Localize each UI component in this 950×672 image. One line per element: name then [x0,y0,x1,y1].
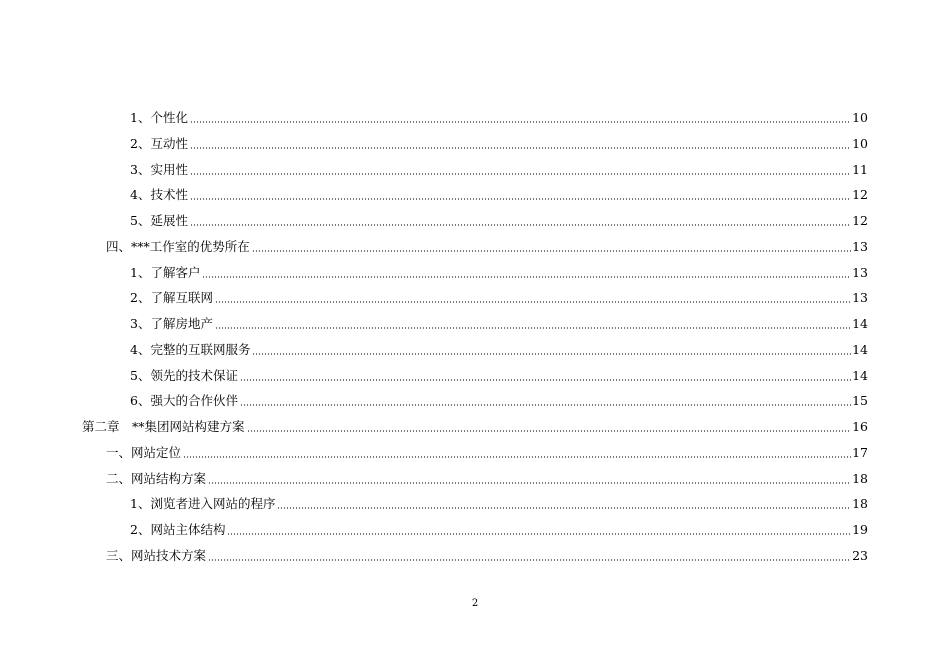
toc-entry[interactable] [130,515,868,537]
toc-entry-title: 1、了解客户 [130,265,201,280]
toc-entry-page: 19 [852,522,868,537]
toc-entry-title: 4、技术性 [130,187,188,202]
toc-entry[interactable] [130,283,868,305]
toc-entry-title: 3、了解房地产 [130,316,213,331]
toc-entry-page: 13 [852,290,868,305]
toc-dot-leader [215,327,851,329]
toc-entry-page: 23 [852,548,868,563]
toc-dot-leader [190,147,851,149]
toc-dot-leader [252,353,851,355]
toc-entry-title: 2、了解互联网 [130,290,213,305]
toc-dot-leader [190,121,851,123]
toc-entry-title: 5、领先的技术保证 [130,368,238,383]
toc-entry[interactable] [82,412,868,434]
toc-entry-title: 2、网站主体结构 [130,522,226,537]
toc-dot-leader [190,224,851,226]
toc-entry[interactable] [130,361,868,383]
toc-entry-page: 18 [852,471,868,486]
toc-entry-page: 18 [852,496,868,511]
toc-dot-leader [247,430,852,432]
toc-entry[interactable] [130,129,868,151]
toc-entry-title: 1、浏览者进入网站的程序 [130,496,276,511]
toc-dot-leader [277,507,851,509]
toc-entry-title: 1、个性化 [130,110,188,125]
toc-entry[interactable] [130,489,868,511]
toc-entry[interactable] [130,258,868,280]
toc-entry[interactable] [106,232,868,254]
toc-entry-page: 10 [852,110,868,125]
toc-entry[interactable] [130,386,868,408]
toc-dot-leader [208,559,851,561]
toc-entry[interactable] [106,438,868,460]
toc-entry-page: 11 [852,162,868,177]
toc-entry[interactable] [106,464,868,486]
toc-dot-leader [190,173,851,175]
toc-entry[interactable] [130,206,868,228]
toc-entry-title: 2、互动性 [130,136,188,151]
toc-entry-page: 17 [852,445,868,460]
toc-dot-leader [252,250,851,252]
toc-entry-page: 12 [852,213,868,228]
toc-entry-page: 16 [852,419,868,434]
toc-entry[interactable] [130,103,868,125]
toc-entry-page: 15 [852,393,868,408]
toc-entry-title: 5、延展性 [130,213,188,228]
toc-dot-leader [190,198,851,200]
toc-entry-page: 13 [852,239,868,254]
toc-entry-page: 14 [852,342,868,357]
toc-dot-leader [215,301,851,303]
toc-entry-title: 6、强大的合作伙伴 [130,393,238,408]
toc-entry[interactable] [130,335,868,357]
toc-dot-leader [208,482,851,484]
toc-entry-page: 13 [852,265,868,280]
toc-entry-title: 第二章 **集团网站构建方案 [82,419,245,434]
toc-entry[interactable] [106,541,868,563]
toc-entry-title: 二、网站结构方案 [106,471,207,486]
toc-entry-page: 12 [852,187,868,202]
toc-entry-title: 3、实用性 [130,162,188,177]
toc-dot-leader [227,533,851,535]
toc-entry[interactable] [130,180,868,202]
toc-dot-leader [240,404,851,406]
toc-entry-page: 10 [852,136,868,151]
toc-entry-title: 一、网站定位 [106,445,182,460]
toc-entry[interactable] [130,155,868,177]
toc-entry-page: 14 [852,316,868,331]
page-number: 2 [471,598,479,609]
toc-entry-title: 四、***工作室的优势所在 [106,239,250,254]
toc-dot-leader [183,456,851,458]
toc-entry-title: 4、完整的互联网服务 [130,342,251,357]
toc-entry-title: 三、网站技术方案 [106,548,207,563]
toc-entry-page: 14 [852,368,868,383]
toc-dot-leader [202,276,851,278]
toc-dot-leader [240,379,851,381]
toc-entry[interactable] [130,309,868,331]
